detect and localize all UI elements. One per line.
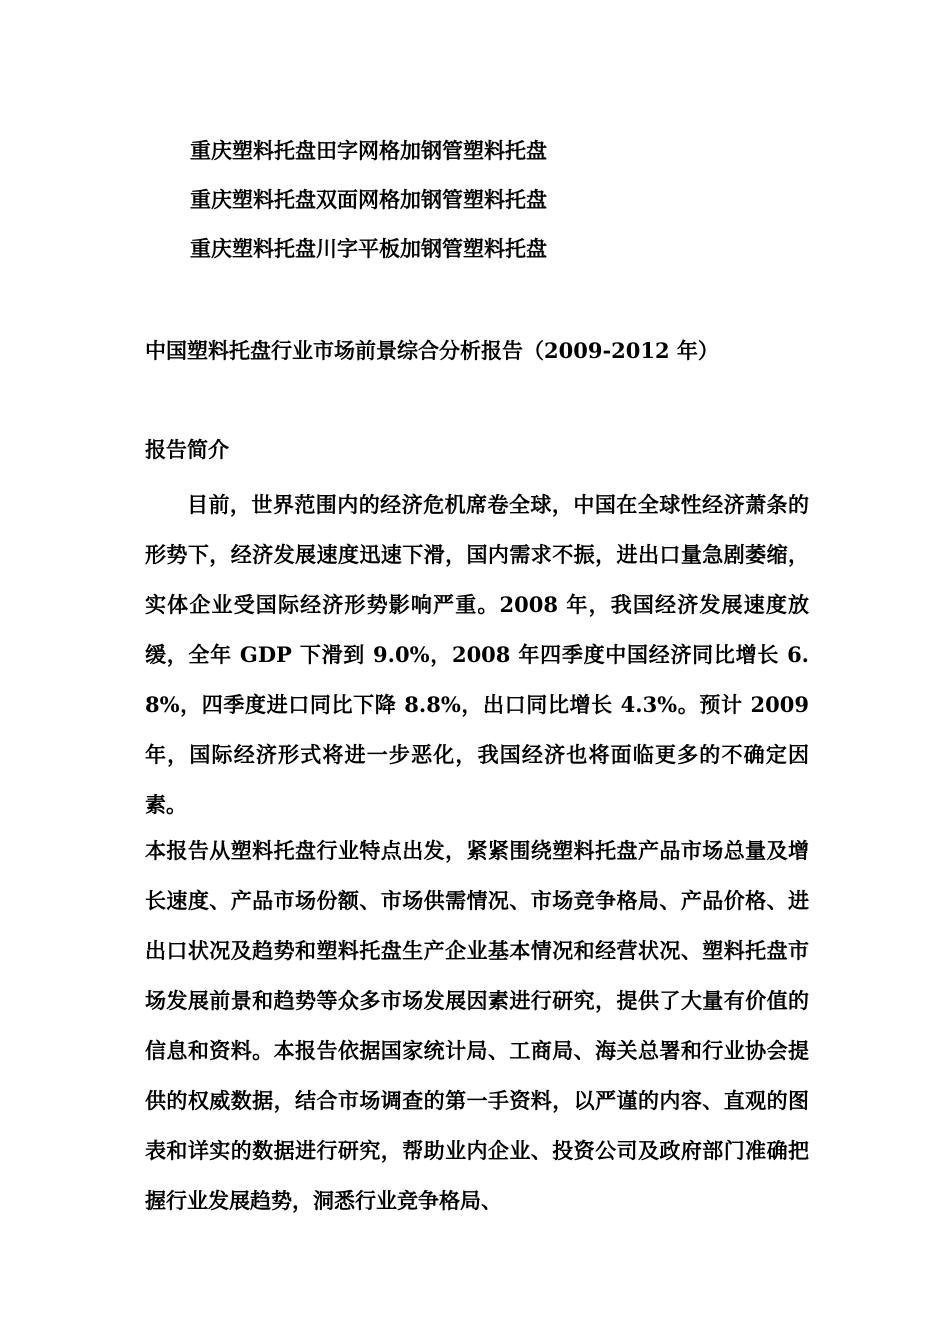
- intro-paragraph-1: 目前，世界范围内的经济危机席卷全球，中国在全球性经济萧条的形势下，经济发展速度迅速下滑，国内需求不振，进出口量急剧萎缩，实体企业受国际经济形势影响严重。2008 年，我国经济发展速度放缓，全年 GDP 下滑到 9.0%，2008 年四季度中国经济同比增长 6.8%，四季度进口同比下降 8.8%，出口同比增长 4.3%。预计 2009 年，国际经济形式将进一步恶化，我国经济也将面临更多的不确定因素。: [145, 492, 809, 817]
- product-line-2: 重庆塑料托盘双面网格加钢管塑料托盘: [190, 187, 547, 212]
- intro-paragraph-2: 本报告从塑料托盘行业特点出发，紧紧围绕塑料托盘产品市场总量及增长速度、产品市场份额、市场供需情况、市场竞争格局、产品价格、进出口状况及趋势和塑料托盘生产企业基本情况和经营状况、塑料托盘市场发展前景和趋势等众多市场发展因素进行研究，提供了大量有价值的信息和资料。本报告依据国家统计局、工商局、海关总署和行业协会提供的权威数据，结合市场调查的第一手资料，以严谨的内容、直观的图表和详实的数据进行研究，帮助业内企业、投资公司及政府部门准确把握行业发展趋势，洞悉行业竞争格局、: [145, 838, 809, 1213]
- product-line-3: 重庆塑料托盘川字平板加钢管塑料托盘: [190, 236, 547, 261]
- section-label: 报告简介: [145, 437, 229, 462]
- product-line-1: 重庆塑料托盘田字网格加钢管塑料托盘: [190, 138, 547, 163]
- report-title: 中国塑料托盘行业市场前景综合分析报告（2009-2012 年）: [145, 338, 719, 363]
